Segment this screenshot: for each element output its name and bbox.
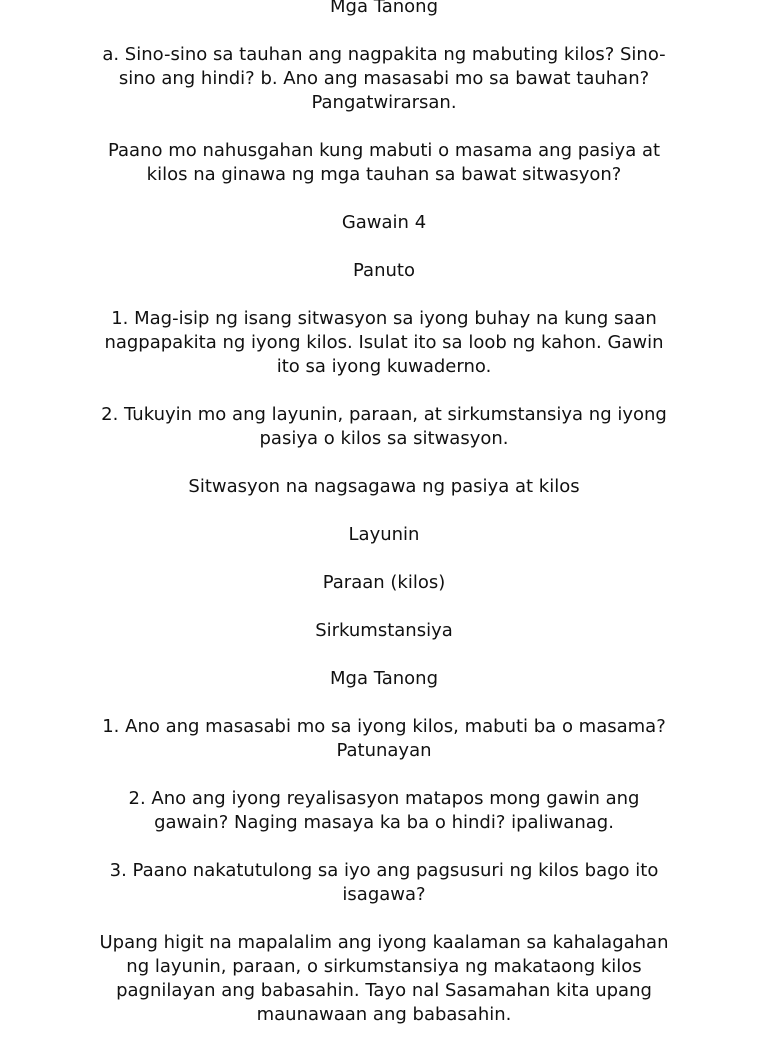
question-3: 3. Paano nakatutulong sa iyo ang pagsusuri ng kilos bago ito isagawa?	[109, 860, 659, 905]
label-layunin: Layunin	[348, 524, 420, 545]
label-paraan: Paraan (kilos)	[322, 572, 446, 593]
document-page	[96, 0, 672, 1051]
heading-mga-tanong-2: Mga Tanong	[329, 668, 438, 689]
instruction-2: 2. Tukuyin mo ang layunin, paraan, at sirkumstansiya ng iyong pasiya o kilos sa sitwasyon.	[101, 404, 667, 449]
question-paano-nahusgahan: Paano mo nahusgahan kung mabuti o masama ang pasiya at kilos na ginawa ng mga tauhan sa bawat sitwasyon?	[107, 140, 661, 185]
question-2: 2. Ano ang iyong reyalisasyon matapos mong gawin ang gawain? Naging masaya ka ba o hindi? ipaliwanag.	[128, 788, 640, 833]
heading-mga-tanong-1: Mga Tanong	[329, 0, 438, 17]
closing-paragraph: Upang higit na mapalalim ang iyong kaalaman sa kahalagahan ng layunin, paraan, o sirkumstansiya ng makataong kilos pagnilayan ang babasahin. Tayo nal Sasamahan kita upang maunawaan ang babasahin.	[99, 932, 669, 1025]
label-sirkumstansiya: Sirkumstansiya	[315, 620, 453, 641]
instruction-1: 1. Mag-isip ng isang sitwasyon sa iyong buhay na kung saan nagpapakita ng iyong kilos. Isulat ito sa loob ng kahon. Gawin ito sa iyong kuwaderno.	[104, 308, 664, 377]
heading-gawain-4: Gawain 4	[341, 212, 427, 233]
label-sitwasyon: Sitwasyon na nagsagawa ng pasiya at kilos	[188, 476, 580, 497]
heading-panuto: Panuto	[353, 260, 415, 281]
question-a-b: a. Sino-sino sa tauhan ang nagpakita ng mabuting kilos? Sino-sino ang hindi? b. Ano ang masasabi mo sa bawat tauhan? Pangatwirarsan.	[102, 44, 666, 113]
question-1: 1. Ano ang masasabi mo sa iyong kilos, mabuti ba o masama? Patunayan	[102, 716, 666, 761]
